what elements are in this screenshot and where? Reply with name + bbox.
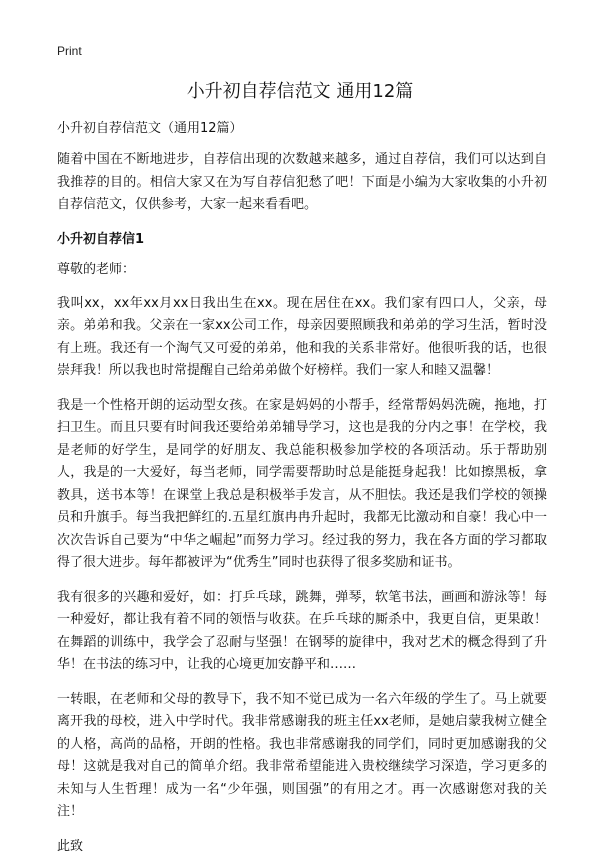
body-paragraph-1: 我叫xx，xx年xx月xx日我出生在xx。现在居住在xx。我们家有四口人，父亲，母亲。弟弟和我。父亲在一家xx公司工作，母亲因要照顾我和弟弟的学习生活，暂时没有上班。我还有一个淘气又可爱的弟弟，他和我的关系非常好。他很听我的话，也很崇拜我！所以我也时常提醒自己给弟弟做个好榜样。我们一家人和睦又温馨！ <box>57 295 547 378</box>
body-paragraph-3: 我有很多的兴趣和爱好，如：打乒乓球，跳舞，弹琴，软笔书法，画画和游泳等！每一种爱好，都让我有着不同的领悟与收获。在乒乓球的厮杀中，我更自信，更果敢！在舞蹈的训练中，我学会了忍耐与坚强！在钢琴的旋律中，我对艺术的概念得到了升华！在书法的练习中，让我的心境更加安静平和…… <box>57 589 547 672</box>
greeting: 尊敬的老师： <box>57 261 136 277</box>
print-label: Print <box>57 44 82 58</box>
body-paragraph-4: 一转眼，在老师和父母的教导下，我不知不觉已成为一名六年级的学生了。马上就要离开我的母校，进入中学时代。我非常感谢我的班主任xx老师，是她启蒙我树立健全的人格，高尚的品格，开朗的性格。我也非常感谢我的同学们，同时更加感谢我的父母！这就是我对自己的简单介绍。我非常希望能进入贵校继续学习深造，学习更多的未知与人生哲理！成为一名“少年强，则国强”的有用之才。再一次感谢您对我的关注！ <box>57 691 547 819</box>
document-subtitle: 小升初自荐信范文（通用12篇） <box>57 121 243 136</box>
section-heading: 小升初自荐信1 <box>57 231 145 247</box>
intro-paragraph: 随着中国在不断地进步，自荐信出现的次数越来越多，通过自荐信，我们可以达到自我推荐的目的。相信大家又在为写自荐信犯愁了吧！下面是小编为大家收集的小升初自荐信范文，仅供参考，大家一起来看看吧。 <box>57 152 547 212</box>
closing: 此致 <box>57 838 84 854</box>
document-title: 小升初自荐信范文 通用12篇 <box>186 81 414 102</box>
body-paragraph-2: 我是一个性格开朗的运动型女孩。在家是妈妈的小帮手，经常帮妈妈洗碗，拖地，打扫卫生。而且只要有时间我还要给弟弟辅导学习，这也是我的分内之事！在学校，我是老师的好学生，是同学的好朋友、我总能积极参加学校的各项活动。乐于帮助别人，我是的一大爱好，每当老师，同学需要帮助时总是能挺身起我！比如擦黑板，拿教具，送书本等！在课堂上我总是积极举手发言，从不胆怯。我还是我们学校的领操员和升旗手。每当我把鲜红的.五星红旗冉冉升起时，我都无比激动和自豪！我心中一次次告诉自己要为“中华之崛起”而努力学习。经过我的努力，我在各方面的学习都取得了很大进步。每年都被评为“优秀生”同时也获得了很多奖励和证书。 <box>57 397 547 570</box>
document-body <box>57 118 547 858</box>
